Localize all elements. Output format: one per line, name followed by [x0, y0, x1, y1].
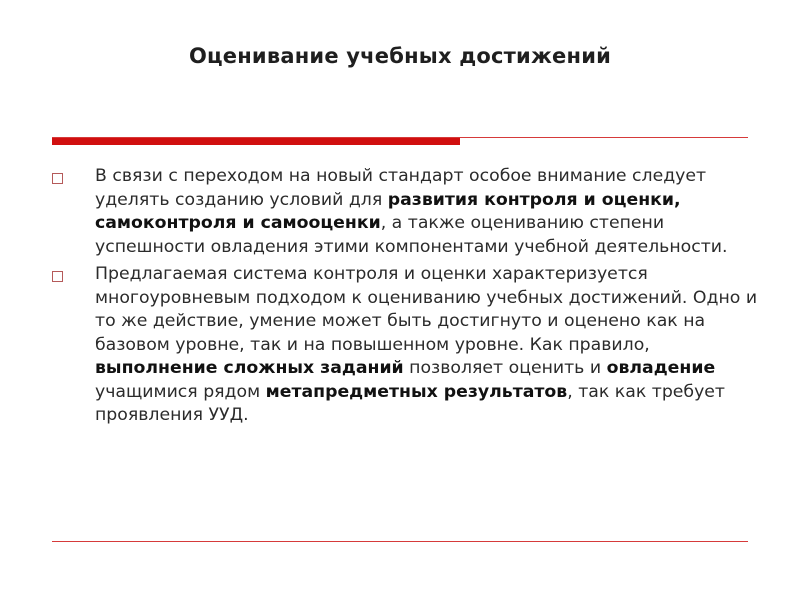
- bullet-text-segment: , так как требует проявления УУД.: [95, 381, 726, 425]
- bullet-text-segment: Предлагаемая система контроля и оценки характеризуется многоуровневым подходом к оцениванию учебных достижений. Одно и то же действие, умение может быть достигнуто и оценено как на базовом уровне, так и на повышенном уровне. Как правило,: [95, 264, 758, 355]
- slide-title: Оценивание учебных достижений: [188, 44, 612, 68]
- bullet-text-emphasis: метапредметных результатов: [265, 381, 568, 402]
- bullet-text: [95, 165, 760, 259]
- slide-body: [52, 165, 762, 432]
- footer-divider-line: [52, 541, 748, 542]
- bullet-text-segment: В связи с переходом на новый стандарт особое внимание следует уделять созданию условий для: [95, 166, 707, 210]
- bullet-text-segment: , а также оцениванию степени успешности овладения этими компонентами учебной деятельности.: [95, 213, 728, 257]
- bullet-text-emphasis: выполнение сложных заданий: [95, 358, 404, 378]
- title-divider-line: [52, 137, 748, 138]
- square-bullet-icon: [52, 271, 63, 282]
- square-bullet-icon: [52, 173, 63, 184]
- bullet-text-segment: учащимися рядом: [95, 381, 266, 402]
- bullet-text-segment: позволяет оценить и: [403, 358, 607, 378]
- bullet-text-emphasis: овладение: [606, 358, 716, 378]
- bullet-text: [95, 263, 760, 428]
- bullet-text-emphasis: развития контроля и оценки, самоконтроля и самооценки: [95, 189, 681, 233]
- bullet-item-1: [52, 165, 762, 259]
- title-accent-bar: [52, 137, 460, 145]
- bullet-item-2: [52, 263, 762, 428]
